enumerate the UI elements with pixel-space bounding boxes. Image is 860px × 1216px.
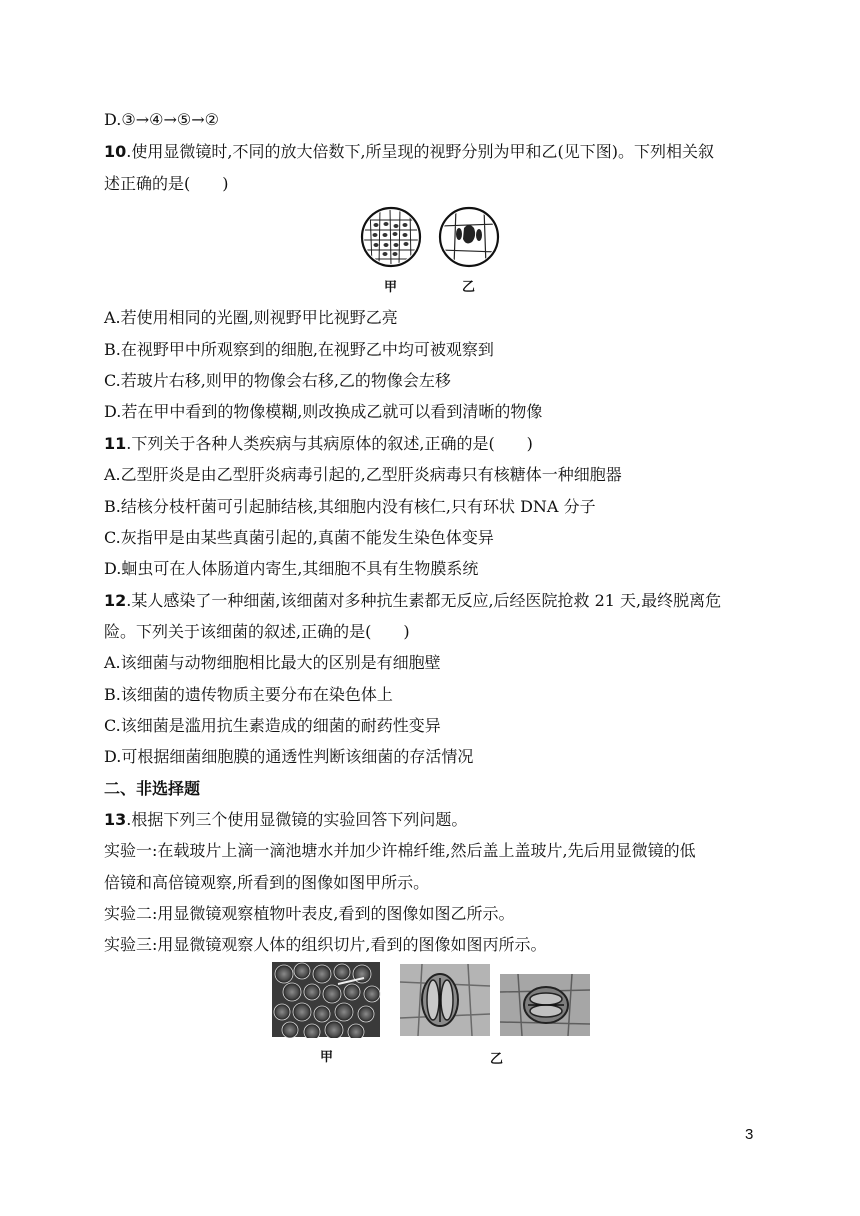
line-text: 险。下列关于该细菌的叙述,正确的是( ) (104, 622, 410, 641)
text-line (104, 935, 546, 955)
text-line (104, 434, 533, 454)
line-text: 二、非选择题 (104, 779, 201, 798)
line-text: 实验三:用显微镜观察人体的组织切片,看到的图像如图丙所示。 (104, 935, 547, 954)
figure1-label-a: 甲 (384, 280, 398, 295)
figure1-label-b: 乙 (462, 280, 476, 295)
line-text: 述正确的是( ) (104, 174, 229, 193)
question-number: 12 (104, 591, 127, 610)
text-line (104, 142, 714, 162)
line-text: 倍镜和高倍镜观察,所看到的图像如图甲所示。 (104, 873, 430, 892)
line-text: A.乙型肝炎是由乙型肝炎病毒引起的,乙型肝炎病毒只有核糖体一种细胞器 (104, 465, 622, 484)
text-line (104, 340, 494, 360)
line-text: D.若在甲中看到的物像模糊,则改换成乙就可以看到清晰的物像 (104, 402, 543, 421)
line-text: .使用显微镜时,不同的放大倍数下,所呈现的视野分别为甲和乙(见下图)。下列相关叙 (126, 142, 715, 161)
line-text: B.该细菌的遗传物质主要分布在染色体上 (104, 685, 393, 704)
text-line (104, 402, 542, 422)
line-text: 实验二:用显微镜观察植物叶表皮,看到的图像如图乙所示。 (104, 904, 515, 923)
text-line (104, 497, 596, 517)
line-text: 实验一:在载玻片上滴一滴池塘水并加少许棉纤维,然后盖上盖玻片,先后用显微镜的低 (104, 841, 696, 860)
line-text: .某人感染了一种细菌,该细菌对多种抗生素都无反应,后经医院抢救 21 天,最终脱离危 (126, 591, 722, 610)
line-text: B.在视野甲中所观察到的细胞,在视野乙中均可被观察到 (104, 340, 494, 359)
line-text: A.该细菌与动物细胞相比最大的区别是有细胞壁 (104, 653, 441, 672)
text-line (104, 308, 398, 328)
field-a-icon (362, 208, 420, 266)
page-number: 3 (745, 1126, 754, 1143)
text-line (104, 716, 441, 736)
section-heading (104, 779, 200, 799)
question-number: 11 (104, 434, 127, 453)
line-text: .下列关于各种人类疾病与其病原体的叙述,正确的是( ) (126, 434, 533, 453)
field-b-icon (440, 208, 498, 266)
line-text: D.可根据细菌细胞膜的通透性判断该细菌的存活情况 (104, 747, 474, 766)
text-line (104, 622, 410, 642)
photomicrographs-figure (272, 962, 592, 1038)
text-line (104, 841, 696, 861)
text-line (104, 685, 393, 705)
text-line (104, 904, 514, 924)
text-line (104, 653, 441, 673)
figure2-label-b: 乙 (490, 1052, 504, 1067)
microscope-fields-figure (360, 206, 502, 268)
text-line (104, 465, 622, 485)
line-text: .根据下列三个使用显微镜的实验回答下列问题。 (126, 810, 468, 829)
text-line (104, 559, 478, 579)
line-text: D.③→④→⑤→② (104, 110, 219, 129)
photo-b2-icon (500, 974, 590, 1036)
figure2-label-a: 甲 (320, 1050, 334, 1065)
text-line (104, 873, 429, 893)
line-text: C.灰指甲是由某些真菌引起的,真菌不能发生染色体变异 (104, 528, 494, 547)
text-line (104, 174, 229, 194)
text-line (104, 371, 451, 391)
text-line (104, 747, 473, 767)
question-number: 10 (104, 142, 127, 161)
photo-b1-icon (400, 964, 490, 1036)
line-text: C.该细菌是滥用抗生素造成的细菌的耐药性变异 (104, 716, 441, 735)
photo-a-icon (272, 962, 380, 1038)
text-line (104, 591, 721, 611)
text-line (104, 810, 467, 830)
text-line (104, 528, 494, 548)
question-number: 13 (104, 810, 127, 829)
text-line (104, 110, 219, 130)
line-text: C.若玻片右移,则甲的物像会右移,乙的物像会左移 (104, 371, 451, 390)
line-text: B.结核分枝杆菌可引起肺结核,其细胞内没有核仁,只有环状 DNA 分子 (104, 497, 596, 516)
line-text: D.蛔虫可在人体肠道内寄生,其细胞不具有生物膜系统 (104, 559, 479, 578)
line-text: A.若使用相同的光圈,则视野甲比视野乙亮 (104, 308, 398, 327)
